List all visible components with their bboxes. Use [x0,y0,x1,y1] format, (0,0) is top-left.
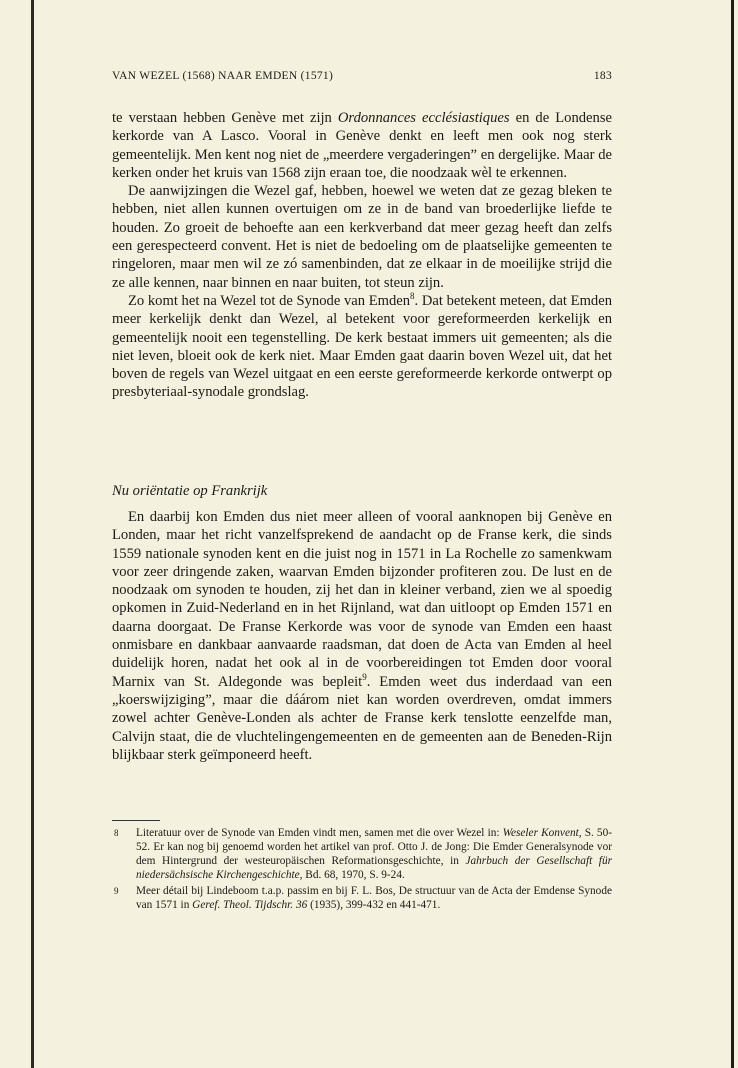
fn8-text-e: Bd. 68, 1970, S. 9-24. [302,869,405,881]
paragraph-2: De aanwijzingen die Wezel gaf, hebben, hoewel we weten dat ze gezag bleken te hebben, niet allen kunnen overtuigen om ze in de band van broederlijke liefde te houden. Zo groeit de behoefte aan een kerkverband dat meer gezag heeft dan zelfs een gerespecteerd convent. Het is niet de bedoeling om de plaatselijke gemeenten te ringeloren, maar men wil ze zó samenbinden, dat ze elkaar in de moeilijke strijd die ze alle kennen, naar binnen en naar buiten, tot steun zijn. [112,183,612,291]
footnote-8 [112,826,612,882]
scan-left-edge [31,0,34,1068]
fn8-italic-d: Jahrbuch der Gesellschaft für niedersächsische Kirchengeschichte, [136,855,612,881]
body-text-lower [112,508,612,764]
p4-text-a: En daarbij kon Emden dus niet meer alleen of vooral aanknopen bij Genève en Londen, maar het richt vanzelfsprekend de aandacht op de Franse kerk, die sinds 1559 nationale synoden kent en die juist nog in 1571 in La Rochelle zo samenkwam voor zeer dringende zaken, waarvan Emden bijzonder profiteren zou. De lust en de noodzaak om synoden te houden, zij het dan in kleiner verband, zien we al spoedig opkomen in Zuid-Nederland en in het Rijnland, wat dan uitloopt op Emden 1571 en daarna doorgaat. De Franse Kerkorde was voor de synode van Emden een haast onmisbare en dankbaar aanvaarde raadsman, dat doen de Acta van Emden al heel duidelijk horen, nadat het ook al in de voorbereidingen tot Emden door vooral Marnix van St. Aldegonde was bepleit [112,509,612,690]
scan-right-edge [731,0,734,1068]
fn9-text-c: (1935), 399-432 en 441-471. [307,899,441,911]
fn8-text-a: Literatuur over de Synode van Emden vindt men, samen met die over Wezel in: [136,827,503,839]
fn8-italic-b: Weseler Konvent, [502,827,582,839]
footnotes [112,826,612,914]
footnote-number: 8 [114,828,119,838]
running-title: VAN WEZEL (1568) NAAR EMDEN (1571) [112,70,334,82]
footnote-rule [112,820,160,821]
p1-text-a: te verstaan hebben Genève met zijn [112,110,338,126]
fn8-text-c: S. 50-52. Er kan nog bij genoemd worden het artikel van prof. Otto J. de Jong: Die Emder Generalsynode vor dem Hintergrund der westeuropäischen Reformationsgeschichte, in [136,827,612,867]
section-heading: Nu oriëntatie op Frankrijk [112,483,268,499]
body-text-upper [112,109,612,402]
p4-text-b: . Emden weet dus inderdaad van een „koerswijziging”, maar die dáárom niet kan worden overdreven, omdat immers zowel achter Genève-Londen als achter de Franse kerk tenslotte eenzelfde man, Calvijn staat, die de vluchtelingengemeenten en de gemeenten aan de Beneden-Rijn blijkbaar sterk geïmponeerd heeft. [112,673,612,763]
paragraph-3 [112,292,612,402]
footnote-number: 9 [114,886,119,896]
page-number: 183 [593,70,612,82]
paragraph-4 [112,508,612,764]
footnote-9 [112,884,612,912]
fn9-italic-b: Geref. Theol. Tijdschr. 36 [192,899,308,911]
paragraph-1 [112,109,612,182]
footnote-ref-8: 8 [410,291,415,302]
p3-text-a: Zo komt het na Wezel tot de Synode van Emden [128,292,411,309]
footnote-ref-9: 9 [362,671,367,682]
p1-text-c: en de Londense kerkorde van A Lasco. Vooral in Genève denkt en leeft men ook nog sterk gemeentelijk. Men kent nog niet de „meerdere vergaderingen” en dergelijke. Maar de kerken onder het kruis van 1568 zijn eraan toe, die noodzaak wèl te erkennen. [112,110,612,181]
p3-text-b: . Dat betekent meteen, dat Emden meer kerkelijk denkt dan Wezel, al betekent voor gereformeerden kerkelijk en gemeentelijk nooit een tegenstelling. De kerk bestaat immers uit gemeenten; als die niet leven, bloeit ook de kerk niet. Maar Emden gaat daarin boven Wezel uit, dat het boven de regels van Wezel uitgaat en een eerste gereformeerde kerkorde ontwerpt op presbyteriaal-synodale grondslag. [112,292,612,401]
fn9-text-a: Meer détail bij Lindeboom t.a.p. passim en bij F. L. Bos, De structuur van de Acta der Emdense Synode van 1571 in [136,885,612,911]
p1-italic-title: Ordonnances ecclésiastiques [337,110,510,126]
